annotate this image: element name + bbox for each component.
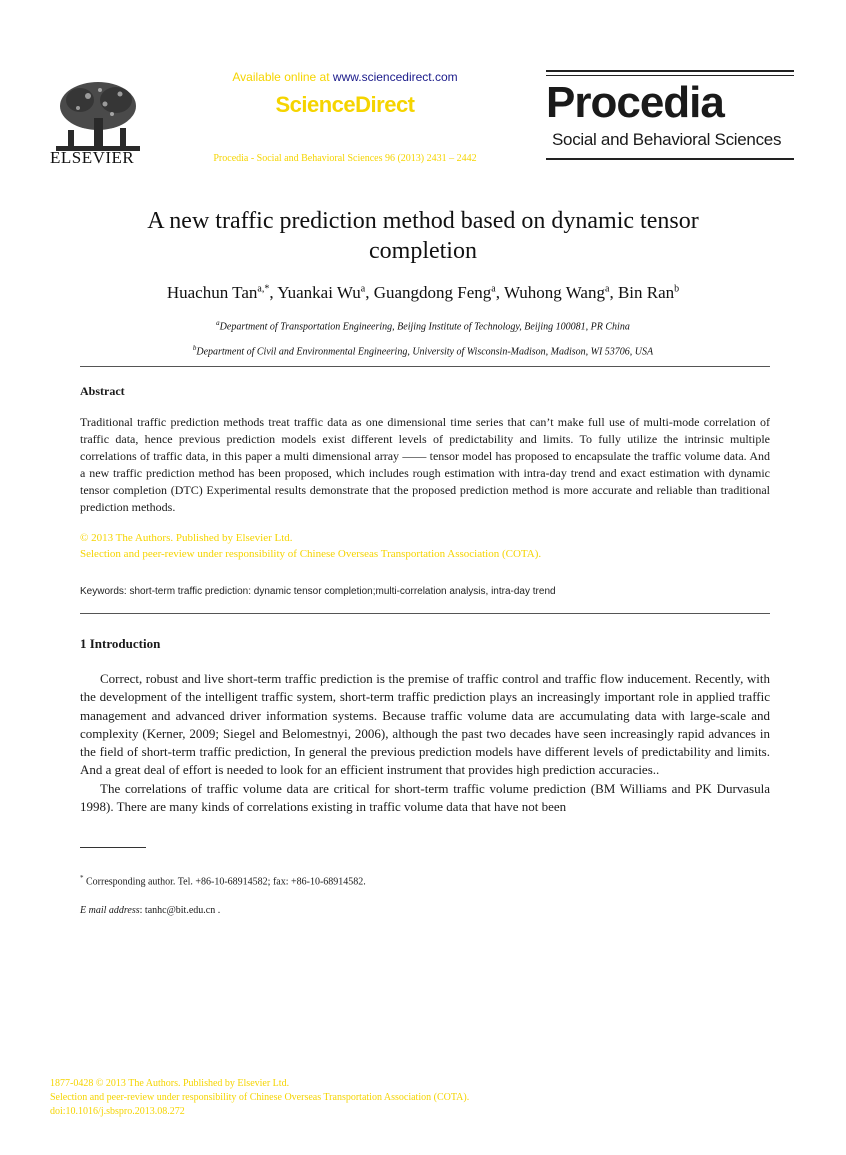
author: Guangdong Feng$^a$, — [373, 283, 504, 302]
author: Huachun Tan$^{a,*}$, — [166, 283, 278, 302]
sciencedirect-link[interactable]: www.sciencedirect.com — [332, 70, 458, 84]
author: Bin Ran$^b$ — [617, 283, 680, 302]
paper-title-line2: completion — [369, 238, 477, 264]
footer-review: Selection and peer-review under responsibility of Chinese Overseas Transportation Association (COTA). — [50, 1092, 470, 1103]
paper-title — [60, 206, 786, 266]
journal-logo-bottom-rule — [546, 158, 794, 160]
author: Yuankai Wu$^a$, — [277, 283, 374, 302]
journal-reference: Procedia - Social and Behavioral Sciences 96 (2013) 2431 – 2442 — [213, 153, 477, 164]
divider — [80, 366, 770, 367]
author: Wuhong Wang$^a$, — [503, 283, 618, 302]
footnote-rule — [80, 847, 146, 848]
email-label: E mail address — [80, 905, 140, 916]
copyright-notice: © 2013 The Authors. Published by Elsevier Ltd. Selection and peer-review under responsibility of Chinese Overseas Transportation Association (COTA). — [80, 532, 542, 560]
journal-logo-top-rule — [546, 70, 794, 72]
divider — [80, 613, 770, 614]
footnote-email — [80, 905, 220, 916]
footnote-corresponding: * Corresponding author. Tel. +86-10-68914582; fax: +86-10-68914582. — [80, 874, 366, 888]
footer-issn: 1877-0428 © 2013 The Authors. Published by Elsevier Ltd. — [50, 1078, 290, 1089]
journal-logo-main: Procedia — [546, 78, 724, 127]
affiliation-b: $^b$Department of Civil and Environmental Engineering, University of Wisconsin-Madison, Madison, WI 53706, USA — [192, 344, 654, 358]
sciencedirect-logo: ScienceDirect — [275, 92, 415, 117]
journal-logo-subtitle: Social and Behavioral Sciences — [552, 130, 782, 149]
section-heading: 1 Introduction — [80, 636, 161, 651]
abstract-heading: Abstract — [80, 384, 125, 398]
abstract-text: Traditional traffic prediction methods treat traffic data as one dimensional time series that can’t make full use of multi-mode correlation of traffic data, hence previous prediction models exist different levels of predictability and limits. To fully utilize the intrinsic multiple correlations of traffic data, in this paper a multi dimensional array —— tensor model has proposed to encapsulate the traffic volume data. And a new traffic prediction method has been proposed, which includes rough estimation with intra-day trend and exact estimation with dynamic tensor completion (DTC) Experimental results demonstrate that the proposed prediction method is more accurate and reliable than traditional prediction methods. — [80, 415, 770, 514]
author-list — [60, 283, 786, 303]
availability-prefix: Available online at — [232, 70, 333, 84]
paper-title-line1: A new traffic prediction method based on dynamic tensor — [147, 208, 699, 234]
footer-doi[interactable]: doi:10.1016/j.sbspro.2013.08.272 — [50, 1106, 185, 1117]
affiliation-a: $^a$Department of Transportation Engineering, Beijing Institute of Technology, Beijing 100081, PR China — [216, 319, 630, 333]
journal-logo-top-rule-2 — [546, 75, 794, 76]
page-footer — [50, 1077, 469, 1119]
paragraph: The correlations of traffic volume data are critical for short-term traffic volume prediction (BM Williams and PK Durvasula 1998). There are many kinds of correlations existing in traffic volume data that have not been — [80, 780, 770, 815]
publisher-name: ELSEVIER — [50, 148, 135, 167]
availability-line — [150, 70, 540, 84]
email-address[interactable]: : tanhc@bit.edu.cn . — [139, 905, 221, 916]
keywords: Keywords: short-term traffic prediction: dynamic tensor completion;multi-correlation analysis, intra-day trend — [80, 586, 556, 597]
paragraph: Correct, robust and live short-term traffic prediction is the premise of traffic control and traffic flow inducement. Recently, with the development of the intelligent traffic system, short-term traffic prediction plays an increasingly important role in applied traffic management and advanced driver information systems. Because traffic volume data are accumulating data with large-scale and complexity (Kerner, 2009; Siegel and Belomestnyi, 2006), although the past two decades have seen increasingly rapid advances in the field of short-term traffic prediction, In general the previous prediction models have different levels of predictability and limits. And a great deal of effort is needed to look for an efficient instrument that provides high prediction accuracies.. — [80, 671, 770, 778]
section-body — [80, 670, 770, 816]
